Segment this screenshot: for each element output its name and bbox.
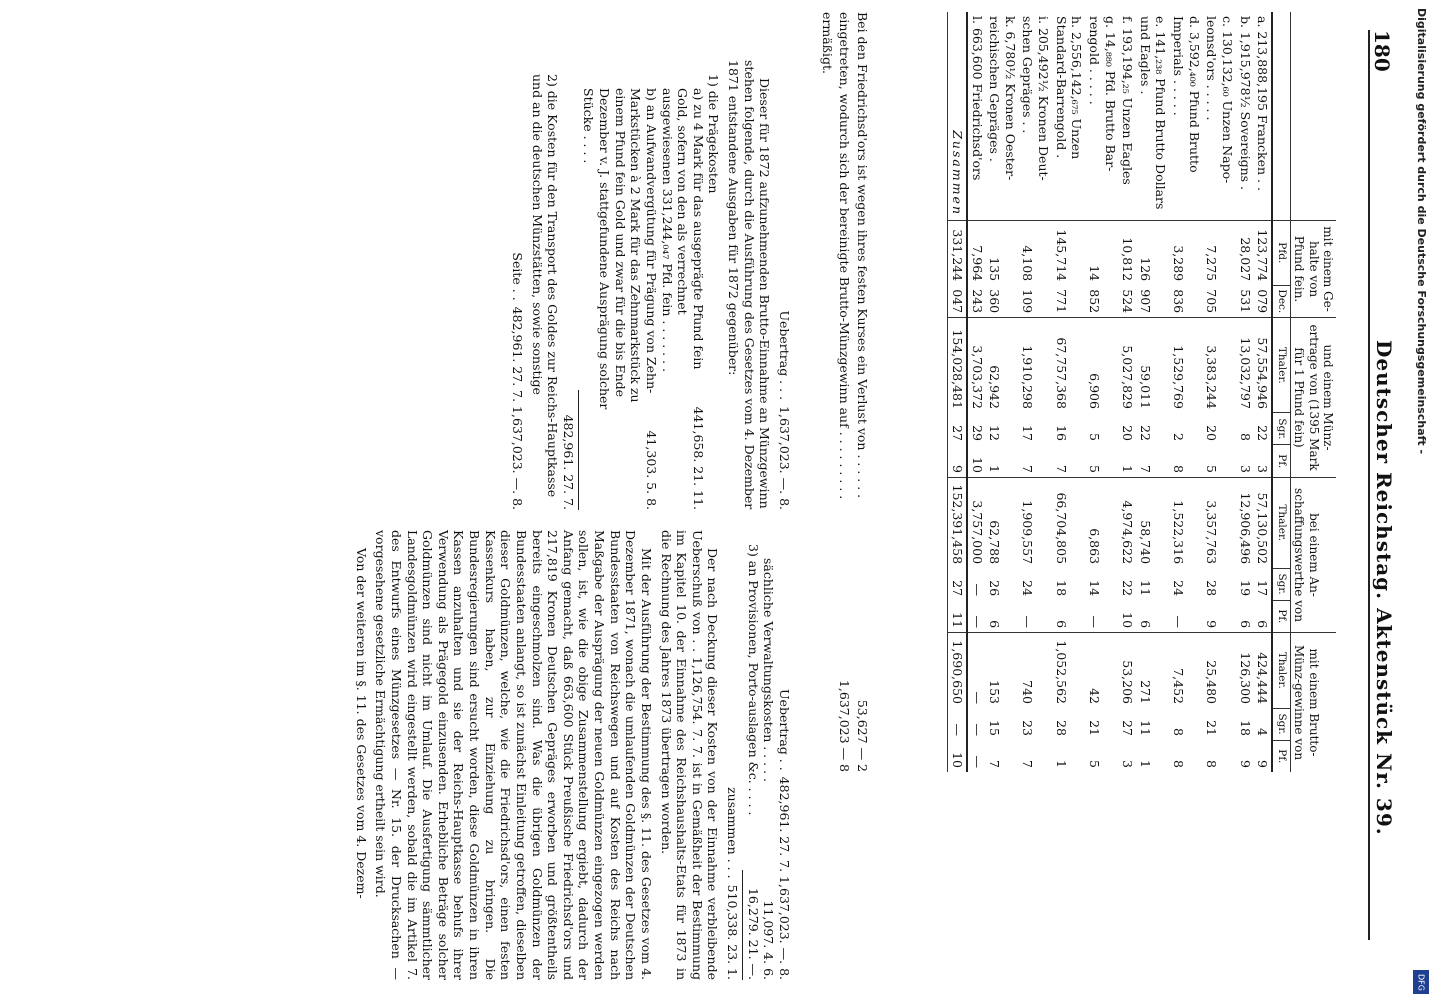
loss-text: Bei den Friedrichsd'ors ist wegen ihres festen Kurses ein Verlust von . . . . . . bbox=[855, 12, 870, 499]
cell-g3: 9 bbox=[1237, 760, 1253, 768]
zusammen-value: 510,338. 23. 1. bbox=[725, 884, 741, 980]
desc-header bbox=[1290, 12, 1336, 221]
cell-a3: — bbox=[1020, 615, 1036, 629]
cell-m3: 1 bbox=[1120, 465, 1136, 473]
cell-a3: — bbox=[1171, 615, 1187, 629]
cell-g1: 1,690,650 bbox=[948, 633, 967, 708]
page-number: 180 bbox=[1370, 30, 1394, 72]
cell-g1: 42 bbox=[1085, 633, 1118, 708]
cell-a1: 152,391,458 bbox=[948, 477, 967, 568]
cell-m2: 20 bbox=[1204, 425, 1220, 441]
cell-a2: 28 bbox=[1204, 580, 1220, 597]
gold-coin-table bbox=[947, 12, 1336, 772]
cell-a2: 24 bbox=[1020, 580, 1036, 597]
cell-w2: 852 bbox=[1086, 289, 1102, 314]
cell-g3: 10 bbox=[948, 740, 967, 772]
table-sum-row bbox=[948, 12, 967, 772]
cell-m1: 1,529,769 bbox=[1169, 318, 1202, 413]
cell-w1: 145,714 bbox=[1052, 221, 1085, 286]
acquisition-header: bei einem An-schaffungswerthe von bbox=[1290, 477, 1336, 632]
cell-g1: 153 bbox=[986, 633, 1019, 708]
loss-section bbox=[817, 12, 872, 772]
cell-a3: 11 bbox=[948, 600, 967, 633]
subheader-cell: Pf. bbox=[1272, 740, 1290, 772]
cell-g2: — bbox=[948, 708, 967, 740]
provisions-text: 3) an Provisionen, Porto-auslagen &c. . . . . bbox=[745, 544, 761, 816]
header-rule bbox=[1368, 30, 1370, 940]
item-1a: a) zu 4 Mark für das ausgeprägte Pfund fein Gold, sofern von den als verrechnet ausgewiesenen 331,244,₀₄₇ Pfd. fein . . . . . . . bbox=[659, 88, 706, 373]
cell-a3: 6 bbox=[987, 620, 1003, 629]
cell-a2: 24 bbox=[1171, 580, 1187, 597]
cell-m2: 20 bbox=[1120, 425, 1136, 441]
row-label: e. 141,₂₃₈ Pfund Brutto Dollars und Eagles . bbox=[1137, 16, 1169, 210]
cell-w1: 28,027 bbox=[1236, 221, 1254, 286]
dfg-logo: DFG bbox=[1413, 970, 1429, 994]
cell-m1: 3,383,244 bbox=[1203, 318, 1236, 413]
table-row bbox=[1052, 12, 1085, 772]
row-label: b. 1,915,978½ Sovereigns . bbox=[1237, 16, 1253, 190]
cell-m2: 2 bbox=[1171, 433, 1187, 441]
subheader-cell: Pf. bbox=[1272, 600, 1290, 633]
cell-a2: 26 bbox=[987, 580, 1003, 597]
admin-costs-value: 11,097. 4. 6. bbox=[761, 900, 777, 980]
cell-g2: 11 bbox=[1137, 720, 1153, 736]
table-row bbox=[1254, 12, 1273, 772]
cell-w1: 10,812 bbox=[1119, 221, 1137, 286]
subheader-cell: Pf. bbox=[1272, 445, 1290, 478]
cell-w1: 126 bbox=[1136, 221, 1169, 286]
row-label: a. 213,888,195 Francken . . bbox=[1255, 16, 1271, 191]
cell-w2: 360 bbox=[987, 289, 1003, 314]
cell-a3: — bbox=[969, 615, 985, 629]
cell-m1: 13,032,797 bbox=[1236, 318, 1254, 413]
cell-w2: 531 bbox=[1237, 289, 1253, 314]
cell-a2: 18 bbox=[1053, 580, 1069, 597]
cell-m3: 1 bbox=[987, 465, 1003, 473]
cell-w1: 3,289 bbox=[1169, 221, 1202, 286]
provisions-value: 16,279. 21. —. bbox=[745, 887, 761, 980]
net-row: eingetreten, wodurch sich der bereinigte Brutto-Münzgewinn auf . . . . . . . . . 1,637,023 — 8 bbox=[837, 12, 853, 772]
loss-value: 53,627 bbox=[855, 699, 870, 744]
subheader-cell: Thaler. bbox=[1272, 318, 1290, 413]
cell-w1: 7,275 bbox=[1203, 221, 1236, 286]
item-1b-value: 41,303. 5. 8. bbox=[644, 430, 659, 510]
cell-w1: 123,774 bbox=[1254, 221, 1273, 286]
cell-m3: 10 bbox=[969, 457, 985, 473]
cell-g1: 7,452 bbox=[1169, 633, 1202, 708]
cell-g3: 3 bbox=[1120, 760, 1136, 768]
cell-g1: — bbox=[967, 633, 986, 708]
cell-g2: — bbox=[969, 723, 985, 736]
cell-m2: 27 bbox=[948, 413, 967, 445]
cell-w2: 907 bbox=[1137, 289, 1153, 314]
table-row bbox=[1169, 12, 1202, 772]
cell-g1: 25,480 bbox=[1203, 633, 1236, 708]
cell-a1: 6,863 bbox=[1085, 477, 1118, 568]
cell-g3: — bbox=[969, 755, 985, 768]
mint-value-header: und einem Münz-ertrage von (1395 Mark für 1 Pfund fein) bbox=[1290, 318, 1336, 478]
left-column bbox=[509, 60, 792, 510]
cell-w2: 836 bbox=[1171, 289, 1187, 314]
row-label: d. 3,592,₄₀₀ Pfund Brutto Imperials . . . . . bbox=[1171, 16, 1202, 173]
net-value: 1,637,023 bbox=[837, 679, 853, 744]
uebertrag-label: Uebertrag . . . bbox=[777, 310, 792, 401]
cell-a2: 11 bbox=[1137, 580, 1153, 597]
cell-g2: 15 bbox=[987, 720, 1003, 736]
uebertrag-value: 1,637,023. —. 8. bbox=[777, 406, 792, 510]
cell-a1: 58,740 bbox=[1136, 477, 1169, 568]
row-label: l. 663,600 Friedrichsd'ors bbox=[969, 16, 985, 181]
cell-g3: 7 bbox=[987, 760, 1003, 768]
cell-a1: 3,357,763 bbox=[1203, 477, 1236, 568]
cell-m3: 7 bbox=[1137, 465, 1153, 473]
subheader-cell: Sgr. bbox=[1272, 568, 1290, 600]
cell-g1: 126,300 bbox=[1236, 633, 1254, 708]
table-row bbox=[967, 12, 986, 772]
cell-m2: 16 bbox=[1053, 425, 1069, 441]
cell-g1: 1,052,562 bbox=[1052, 633, 1085, 708]
item-1b: b) an Aufwandvergütung für Prägung von Zehn-Markstücken à 2 Mark für das Zehnmarkstück zu einem Pfund fein Gold und zwar für die bis Ende Dezember v. J. stattgefundene Ausprägung solcher Stücke . . . . bbox=[581, 88, 659, 410]
cell-a3: 6 bbox=[1237, 620, 1253, 629]
paragraph-surplus: Der nach Deckung dieser Kosten von der Einnahme verbleibende Ueberschuß von . . 1,126,754. 7. 7. ist in Gemäßheit der Bestimmung im Kapitel 10. der Einnahme des Reichshaushalts-Etats für 1873 in die Rechnung des Jahres 1873 übertragen worden. bbox=[658, 530, 721, 980]
cell-g2: 8 bbox=[1171, 728, 1187, 736]
digitization-credit: Digitalisierung gefördert durch die Deutsche Forschungsgemeinschaft - bbox=[1415, 8, 1428, 455]
cell-a1: 57,130,502 bbox=[1254, 477, 1273, 568]
cell-w1: 331,244 bbox=[948, 221, 967, 286]
table-row bbox=[986, 12, 1019, 772]
right-column bbox=[349, 530, 792, 980]
admin-costs-text: sächliche Verwaltungskosten . . . . . bbox=[761, 558, 777, 782]
cell-w2: 243 bbox=[969, 289, 985, 314]
cell-m2: 29 bbox=[969, 425, 985, 441]
subheader-cell: Pfd. bbox=[1272, 221, 1290, 286]
cell-g2: 21 bbox=[1086, 720, 1102, 736]
gain-header: mit einem Brutto-Münz-gewinne von bbox=[1290, 633, 1336, 772]
zusammen-label: zusammen . . . bbox=[725, 787, 741, 879]
table-row bbox=[1085, 12, 1118, 772]
cell-g3: 7 bbox=[1020, 760, 1036, 768]
table-row bbox=[1119, 12, 1137, 772]
paragraph-continuation: Von der weiteren im §. 11. des Gesetzes vom 4. Dezem- bbox=[353, 548, 369, 899]
item-2: 2) die Kosten für den Transport des Goldes zur Reichs-Hauptkasse und an die deutschen Münzstätten, sowie sonstige bbox=[529, 74, 561, 498]
cell-g3: 8 bbox=[1204, 760, 1220, 768]
row-label: k. 6,780½ Kronen Oester-reichischen Gepräges . bbox=[987, 16, 1018, 181]
cell-a3: 6 bbox=[1137, 620, 1153, 629]
cell-m3: 7 bbox=[1020, 465, 1036, 473]
cell-m2: 22 bbox=[1137, 425, 1153, 441]
row-label: f. 193,194,₂₅ Unzen Eagles bbox=[1120, 16, 1136, 185]
subheader-cell: Sgr. bbox=[1272, 708, 1290, 740]
cell-a3: — bbox=[1086, 615, 1102, 629]
table-row bbox=[1236, 12, 1254, 772]
subheader-cell: Thaler. bbox=[1272, 477, 1290, 568]
cell-w1: 135 bbox=[986, 221, 1019, 286]
cell-w1: 7,964 bbox=[967, 221, 986, 286]
cell-m2: 5 bbox=[1086, 433, 1102, 441]
cell-a2: 14 bbox=[1086, 580, 1102, 597]
cell-a3: 6 bbox=[1053, 620, 1069, 629]
cell-a3: 6 bbox=[1255, 620, 1271, 629]
cell-a3: 9 bbox=[1204, 620, 1220, 629]
row-label: h. 2,556,142,₆₇₅ Unzen Standard-Barrengold . bbox=[1053, 16, 1085, 160]
table-body bbox=[948, 12, 1272, 772]
cell-w1: 14 bbox=[1085, 221, 1118, 286]
cell-m3: 8 bbox=[1171, 465, 1187, 473]
cell-m3: 5 bbox=[1086, 465, 1102, 473]
digitization-sidebar bbox=[1410, 0, 1432, 1000]
cell-w2: 079 bbox=[1255, 289, 1271, 314]
table-row bbox=[1136, 12, 1169, 772]
item-1: 1) die Prägekosten bbox=[706, 74, 722, 194]
cell-a1: 1,522,316 bbox=[1169, 477, 1202, 568]
subheader-cell: Thaler. bbox=[1272, 633, 1290, 708]
seite-label: Seite . . bbox=[510, 252, 525, 301]
cell-g1: 740 bbox=[1019, 633, 1052, 708]
cell-g3: 8 bbox=[1171, 760, 1187, 768]
cell-a2: 22 bbox=[1120, 580, 1136, 597]
cell-g2: 27 bbox=[1120, 720, 1136, 736]
item-1-total: 482,961. 27. 7. bbox=[560, 414, 576, 510]
cell-w2: 109 bbox=[1020, 289, 1036, 314]
item-1a-value: 441,658. 21. 11. bbox=[690, 406, 706, 510]
table-subheader-row bbox=[1272, 12, 1290, 772]
running-title: Deutscher Reichstag. Aktenstück Nr. 39. bbox=[1372, 340, 1396, 836]
cell-m3: 3 bbox=[1237, 465, 1253, 473]
cell-w2: 705 bbox=[1204, 289, 1220, 314]
cell-m1: 62,942 bbox=[986, 318, 1019, 413]
net-text: eingetreten, wodurch sich der bereinigte Brutto-Münzgewinn auf . . . . . . . . . bbox=[837, 12, 853, 500]
cell-a2: — bbox=[969, 583, 985, 597]
cell-a2: 19 bbox=[1237, 580, 1253, 597]
cell-m2: 12 bbox=[987, 425, 1003, 441]
cell-m1: 59,011 bbox=[1136, 318, 1169, 413]
cell-a1: 1,909,557 bbox=[1019, 477, 1052, 568]
cell-m2: 8 bbox=[1237, 433, 1253, 441]
cell-m1: 67,757,368 bbox=[1052, 318, 1085, 413]
row-label: i. 205,492½ Kronen Deut-schen Gepräges . . bbox=[1020, 16, 1052, 181]
cell-g3: 1 bbox=[1053, 760, 1069, 768]
cell-m1: 154,028,481 bbox=[948, 318, 967, 413]
cell-a1: 3,757,000 bbox=[967, 477, 986, 568]
cell-g2: 4 bbox=[1255, 728, 1271, 736]
table-row bbox=[1019, 12, 1052, 772]
cell-a1: 62,788 bbox=[986, 477, 1019, 568]
row-label: Zusammen bbox=[948, 12, 967, 221]
cell-a2: 17 bbox=[1255, 580, 1271, 597]
cell-w2: 047 bbox=[948, 285, 967, 318]
cell-m2: 17 bbox=[1020, 425, 1036, 441]
cell-g2: 21 bbox=[1204, 720, 1220, 736]
cell-g2: 28 bbox=[1053, 720, 1069, 736]
cell-g3: 9 bbox=[1255, 760, 1271, 768]
cell-m1: 6,906 bbox=[1085, 318, 1118, 413]
subheader-cell: Dec. bbox=[1272, 285, 1290, 318]
cell-w2: 524 bbox=[1120, 289, 1136, 314]
net-end-text: ermäßigt. bbox=[819, 12, 835, 75]
cell-w1: 4,108 bbox=[1019, 221, 1052, 286]
paragraph-withdrawal: Mit der Ausführung der Bestimmung des §. 11. des Gesetzes vom 4. Dezember 1871, wonach die umlaufenden Goldmünzen der Deutschen Bundesstaaten von Reichswegen und auf Kosten des Reichs nach Maßgabe der Ausprägung der neuen Goldmünzen eingezogen werden sollen, ist, wie die obige Zusammenstellung ergiebt, dadurch der Anfang gemacht, daß 663,600 Stück Preußische Friedrichsd'ors und 217,819 Kronen Deutschen Gepräges erworben und größtentheils bereits eingeschmolzen sind. Was die übrigen Goldmünzen der Bundesstaaten anlangt, so ist zunächst Einleitung getroffen, dieselben dieser Goldmünzen, welche, wie die Friedrichsd'ors, einen festen Kassenkurs haben, zur Einziehung zu bringen. Die Bundesregierungen sind ersucht worden, diese Goldmünzen in ihren Kassen anzuhalten und sie der Reichs-Hauptkasse behufs ihrer Verwendung als Prägegold einzusenden. Erhebliche Beträge solcher Goldmünzen sind nicht im Umlauf. Die Ausfertigung sämmtlicher Landesgoldmünzen wird eingestellt werden, sobald die im Artikel 7. des Entwurfs eines Münzgesetzes — Nr. 15. der Drucksachen — vorgesehene gesetzliche Ermächtigung ertheilt sein wird. bbox=[373, 530, 654, 980]
table-row bbox=[1203, 12, 1236, 772]
costs-intro: Dieser für 1872 aufzunehmenden Brutto-Einnahme an Münzgewinn stehen folgende, durch die Ausführung des Gesetzes vom 4. Dezember 1871 entstandene Ausgaben für 1872 gegenüber: bbox=[726, 60, 773, 510]
cell-a2: 27 bbox=[948, 568, 967, 600]
cell-m3: 3 bbox=[1255, 465, 1271, 473]
cell-m1: 1,910,298 bbox=[1019, 318, 1052, 413]
row-label: g. 14,₈₈₀ Pfd. Brutto Bar-rengold . . . . . bbox=[1086, 16, 1118, 172]
cell-g1: 424,444 bbox=[1254, 633, 1273, 708]
cell-m1: 3,703,372 bbox=[967, 318, 986, 413]
cell-g3: 1 bbox=[1137, 760, 1153, 768]
cell-m3: 9 bbox=[948, 445, 967, 478]
uebertrag-label-right: Uebertrag . . bbox=[777, 689, 792, 771]
cell-m3: 7 bbox=[1053, 465, 1069, 473]
cell-w2: 771 bbox=[1053, 289, 1069, 314]
cell-g2: 18 bbox=[1237, 720, 1253, 736]
seite-values: 482,961. 27. 7. 1,637,023. —. 8. bbox=[510, 306, 525, 510]
table-header-row bbox=[1290, 12, 1336, 772]
loss-row: Bei den Friedrichsd'ors ist wegen ihres festen Kurses ein Verlust von . . . . . . 53,627 — 2 bbox=[855, 12, 870, 772]
cell-a3: 10 bbox=[1120, 612, 1136, 629]
subheader-cell: Sgr. bbox=[1272, 413, 1290, 445]
cell-g1: 271 bbox=[1136, 633, 1169, 708]
cell-a1: 4,974,622 bbox=[1119, 477, 1137, 568]
row-label: c. 130,132,₆₀ Unzen Napo-leonsd'ors . . . . . bbox=[1204, 16, 1235, 184]
cell-g2: 23 bbox=[1020, 720, 1036, 736]
uebertrag-value-right: 482,961. 27. 7. 1,637,023. —. 8. bbox=[777, 776, 792, 980]
cell-m1: 5,027,829 bbox=[1119, 318, 1137, 413]
weight-header: mit einem Ge-halte von Pfund fein. bbox=[1290, 221, 1336, 318]
cell-g1: 53,206 bbox=[1119, 633, 1137, 708]
cell-g3: 5 bbox=[1086, 760, 1102, 768]
cell-a1: 12,906,496 bbox=[1236, 477, 1254, 568]
cell-a1: 66,704,805 bbox=[1052, 477, 1085, 568]
cell-m1: 57,554,946 bbox=[1254, 318, 1273, 413]
cell-m2: 22 bbox=[1255, 425, 1271, 441]
cell-m3: 5 bbox=[1204, 465, 1220, 473]
